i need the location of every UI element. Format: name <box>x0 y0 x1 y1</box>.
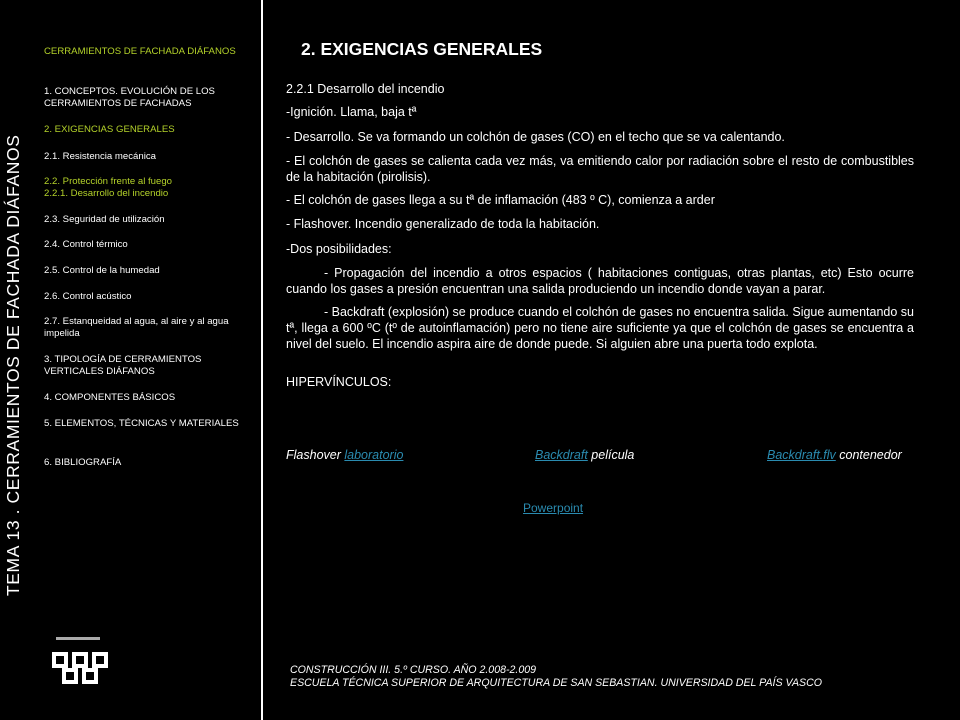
contenedor-label: contenedor <box>839 448 902 462</box>
powerpoint-link[interactable]: Powerpoint <box>523 501 584 515</box>
backdraft-link-group <box>535 448 634 462</box>
paragraph-colchon-calienta: - El colchón de gases se calienta cada vez más, va emitiendo calor por radiación sobre el resto de combustibles de la habitación (pirolisis). <box>286 154 914 184</box>
nav-item-componentes[interactable]: 4. COMPONENTES BÁSICOS <box>44 392 176 403</box>
nav-item-humedad[interactable]: 2.5. Control de la humedad <box>44 265 160 276</box>
backdraft-link[interactable]: Backdraft <box>535 448 588 462</box>
nav-item-conceptos[interactable]: 1. CONCEPTOS. EVOLUCIÓN DE LOS CERRAMIENTOS DE FACHADAS <box>44 86 215 109</box>
paragraph-flashover: - Flashover. Incendio generalizado de toda la habitación. <box>286 217 600 231</box>
paragraph-inflamacion: - El colchón de gases llega a su tª de inflamación (483 º C), comienza a arder <box>286 193 715 207</box>
powerpoint-link-group <box>523 501 583 515</box>
paragraph-posibilidades: -Dos posibilidades: <box>286 242 392 256</box>
hyperlinks-label: HIPERVÍNCULOS: <box>286 375 392 389</box>
nav-item-acustico[interactable]: 2.6. Control acústico <box>44 291 132 302</box>
footer-course: CONSTRUCCIÓN III. 5.º CURSO. AÑO 2.008-2.009 <box>290 664 537 676</box>
flashover-link-group <box>286 448 403 462</box>
nav-item-proteccion-fuego[interactable]: 2.2. Protección frente al fuego <box>44 176 172 187</box>
nav-item-bibliografia[interactable]: 6. BIBLIOGRAFÍA <box>44 457 122 468</box>
section-subtitle: 2.2.1 Desarrollo del incendio <box>286 82 445 96</box>
university-logo-icon <box>50 636 110 692</box>
nav-item-desarrollo-incendio[interactable]: 2.2.1. Desarrollo del incendio <box>44 188 169 199</box>
page-title: 2. EXIGENCIAS GENERALES <box>301 39 543 59</box>
nav-item-control-termico[interactable]: 2.4. Control térmico <box>44 239 128 250</box>
pelicula-label: película <box>591 448 635 462</box>
footer <box>290 664 822 690</box>
nav-item-seguridad[interactable]: 2.3. Seguridad de utilización <box>44 214 165 225</box>
nav-item-elementos[interactable]: 5. ELEMENTOS, TÉCNICAS Y MATERIALES <box>44 418 239 429</box>
flv-link-group <box>767 448 902 462</box>
paragraph-ignicion: -Ignición. Llama, baja tª <box>286 105 417 119</box>
footer-school: ESCUELA TÉCNICA SUPERIOR DE ARQUITECTURA DE SAN SEBASTIAN. UNIVERSIDAD DEL PAÍS VASCO <box>290 677 822 689</box>
vertical-title: TEMA 13 . CERRAMIENTOS DE FACHADA DIÁFANOS <box>3 134 23 596</box>
laboratorio-link[interactable]: laboratorio <box>344 448 404 462</box>
vertical-divider <box>261 0 263 720</box>
nav-item-resistencia[interactable]: 2.1. Resistencia mecánica <box>44 151 156 162</box>
backdraft-flv-link[interactable]: Backdraft.flv <box>767 448 836 462</box>
nav-item-tipologia[interactable]: 3. TIPOLOGÍA DE CERRAMIENTOS VERTICALES DIÁFANOS <box>44 354 202 377</box>
vertical-title-container <box>0 0 30 720</box>
nav-header[interactable]: CERRAMIENTOS DE FACHADA DIÁFANOS <box>44 46 236 57</box>
paragraph-propagacion: - Propagación del incendio a otros espacios ( habitaciones contiguas, otras plantas, etc) Esto ocurre cuando los gases a presión encuentran una salida produciendo un incendio donde vayan a parar. <box>286 266 914 296</box>
paragraph-backdraft: - Backdraft (explosión) se produce cuando el colchón de gases no encuentra salida. Sigue aumentando su tª, llega a 600 ºC (tº de autoinflamación) pero no tiene aire suficiente ya que el colchón de gases se encuentra a nivel del suelo. El incendio aspira aire de donde puede. Si alguien abre una puerta todo explota. <box>286 305 914 351</box>
logo-caption-mark <box>56 637 100 640</box>
nav-item-estanqueidad[interactable]: 2.7. Estanqueidad al agua, al aire y al agua impelida <box>44 316 229 339</box>
paragraph-desarrollo: - Desarrollo. Se va formando un colchón de gases (CO) en el techo que se va calentando. <box>286 130 785 144</box>
flashover-label: Flashover <box>286 448 341 462</box>
nav-item-exigencias[interactable]: 2. EXIGENCIAS GENERALES <box>44 124 175 135</box>
